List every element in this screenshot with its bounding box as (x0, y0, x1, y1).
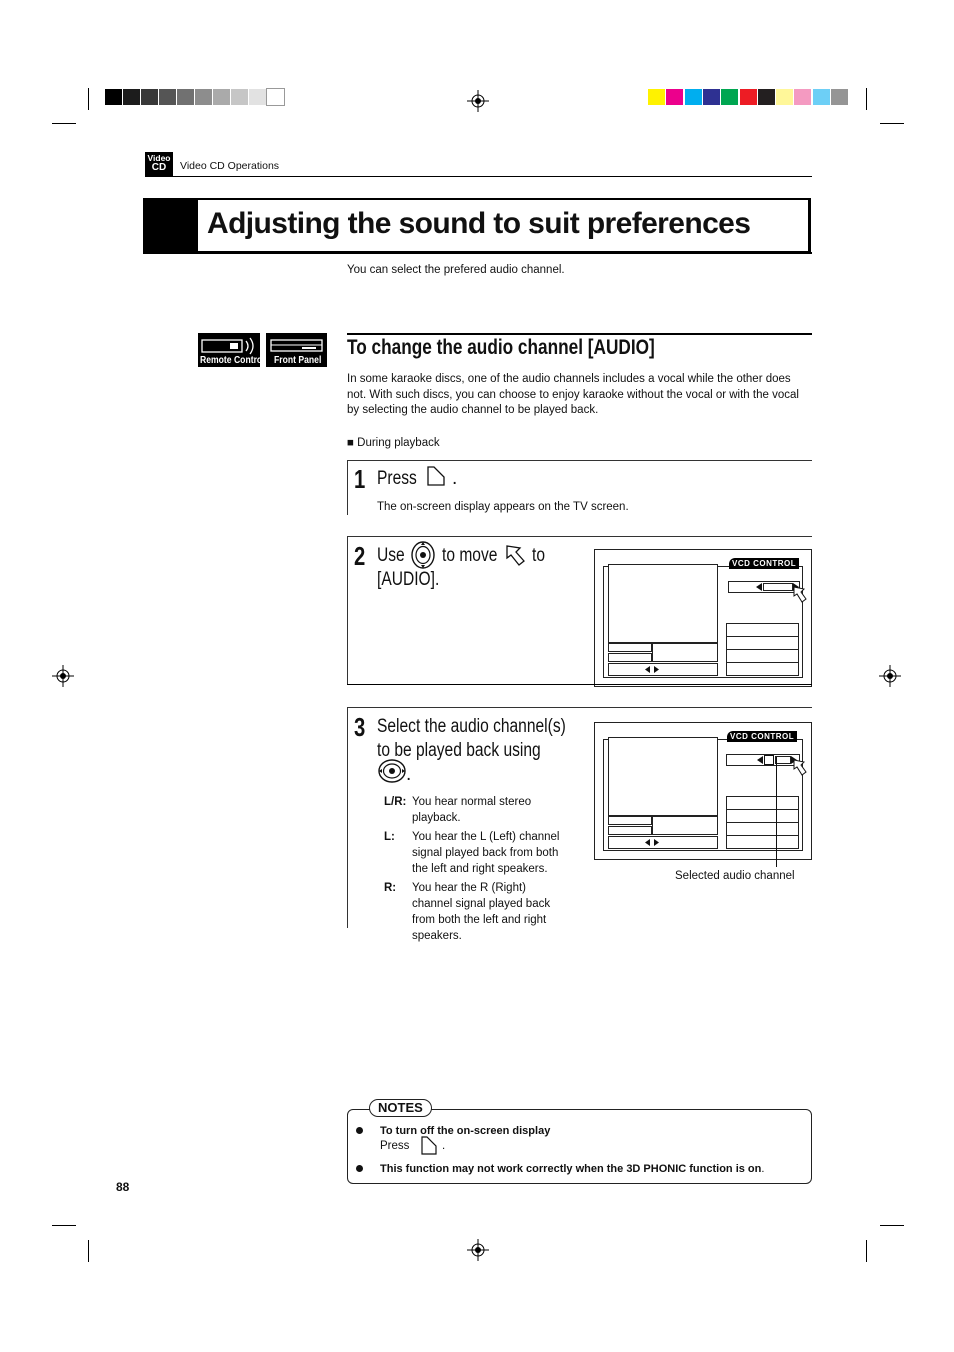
gray-swatch (213, 89, 230, 105)
gray-swatch (105, 89, 122, 105)
step3-line2: to be played back using (377, 740, 541, 761)
osd-screen-step2 (594, 549, 812, 687)
vcd-control-tag: VCD CONTROL (727, 731, 797, 742)
osd-audio-selector (726, 754, 800, 766)
step3-number: 3 (354, 712, 366, 742)
step2-audio-text: [AUDIO]. (377, 569, 440, 590)
registration-target-bottom-icon (467, 1239, 489, 1261)
note1-press: Press (380, 1140, 410, 1152)
note1-title: To turn off the on-screen display (380, 1125, 551, 1137)
note1-end: . (442, 1140, 446, 1152)
step2-number: 2 (354, 541, 366, 571)
osd-cursor-icon (793, 759, 809, 777)
channel-desc-l-2: signal played back from both (412, 847, 559, 859)
step3-period: . (406, 764, 412, 785)
header-rule (145, 176, 812, 177)
note2-end: . (761, 1163, 765, 1175)
channel-desc-r-4: speakers. (412, 930, 462, 942)
page-number: 88 (116, 1180, 130, 1194)
page-title: Adjusting the sound to suit preferences (207, 207, 751, 240)
step2-to-move-text: to move (442, 545, 498, 566)
color-swatch (758, 89, 775, 105)
color-swatch (648, 89, 665, 105)
channel-desc-l-1: You hear the L (Left) channel (412, 831, 560, 843)
callout-leader-line (776, 757, 777, 867)
channel-desc-r-2: channel signal played back (412, 898, 551, 910)
registration-target-top-icon (467, 90, 489, 112)
gray-swatch (141, 89, 158, 105)
osd-info-box (652, 643, 718, 662)
badge-line2: CD (151, 162, 167, 173)
osd-list-row (726, 623, 799, 637)
step2-left-rule (347, 536, 348, 684)
osd-audio-selector (728, 581, 800, 593)
osd-list-row (726, 796, 799, 810)
color-swatch (794, 89, 811, 105)
color-swatch (776, 89, 793, 105)
remote-control-label: Remote Control (200, 354, 265, 366)
channel-desc-lr-1: You hear normal stereo (412, 796, 532, 808)
notes-label: NOTES (369, 1099, 432, 1117)
registration-target-left-icon (52, 665, 74, 687)
color-swatch (685, 89, 702, 105)
channel-desc-lr-2: playback. (412, 812, 461, 824)
gray-swatch (267, 89, 284, 105)
osd-screen-step3 (594, 722, 812, 860)
osd-nav-box (608, 663, 718, 676)
gray-swatch (249, 89, 266, 105)
gray-swatch (195, 89, 212, 105)
arrow-cursor-icon (505, 544, 529, 568)
color-swatch (831, 89, 848, 105)
gray-swatch (177, 89, 194, 105)
osd-status-bar (608, 643, 652, 652)
title-block (143, 198, 198, 253)
note-bullet (356, 1165, 363, 1172)
selected-channel-mark (764, 755, 774, 765)
osd-cursor-icon (793, 586, 809, 604)
video-cd-badge (145, 152, 173, 177)
osd-info-box (652, 816, 718, 835)
channel-key-r: R: (384, 882, 397, 894)
note2-body: This function may not work correctly when the 3D PHONIC function is on (380, 1163, 762, 1175)
gray-swatch (123, 89, 140, 105)
channel-desc-r-1: You hear the R (Right) (412, 882, 527, 894)
step2-bottom-rule (347, 684, 812, 685)
step3-line1: Select the audio channel(s) (377, 716, 566, 737)
channel-key-lr: L/R: (384, 796, 407, 808)
intro-text: You can select the prefered audio channel. (347, 264, 565, 276)
osd-video-window (608, 564, 718, 643)
note-bullet (356, 1127, 363, 1134)
section-label: Video CD Operations (180, 160, 280, 172)
osd-list-row (726, 809, 799, 823)
osd-list-row (726, 835, 799, 849)
osd-status-bar (608, 826, 652, 835)
osd-list-row (726, 636, 799, 650)
cursor-dial-icon[interactable] (410, 540, 436, 570)
channel-desc-r-3: from both the left and right (412, 914, 547, 926)
badge-line1: Video (147, 153, 171, 163)
osd-status-bar (608, 653, 652, 662)
subsection-heading: To change the audio channel [AUDIO] (347, 336, 655, 359)
subsection-rule (347, 333, 812, 335)
osd-list-row (726, 822, 799, 836)
on-screen-button-icon[interactable] (420, 1136, 438, 1156)
note2-text (380, 1161, 764, 1177)
channel-key-l: L: (384, 831, 395, 843)
step1-period: . (452, 468, 458, 489)
remote-control-icon (198, 333, 265, 367)
color-swatch (740, 89, 757, 105)
step1-number: 1 (354, 464, 366, 494)
color-swatch (721, 89, 738, 105)
front-panel-icon (266, 333, 327, 367)
gray-swatch (159, 89, 176, 105)
step2-to-text: to (532, 545, 546, 566)
gray-swatch (231, 89, 248, 105)
color-swatch (703, 89, 720, 105)
osd-video-window (608, 737, 718, 816)
osd-list-row (726, 649, 799, 663)
subsection-body: In some karaoke discs, one of the audio channels includes a vocal while the other does not. With such discs, you can choose to enjoy karaoke without the vocal or with the vocal by selecting the audio channel to be played back. (347, 373, 799, 416)
step3-left-rule (347, 707, 348, 928)
osd-nav-box (608, 836, 718, 849)
cursor-dial-icon[interactable] (377, 758, 407, 784)
color-swatch (813, 89, 830, 105)
selected-channel-callout: Selected audio channel (675, 870, 795, 882)
title-underline (143, 252, 812, 254)
step1-left-rule (347, 460, 348, 515)
on-screen-button-icon[interactable] (425, 465, 447, 487)
osd-list-row (726, 662, 799, 676)
step1-top-rule (347, 460, 812, 461)
channel-desc-l-3: the left and right speakers. (412, 863, 548, 875)
osd-status-bar (608, 816, 652, 825)
step1-press-text: Press (377, 468, 417, 489)
registration-target-right-icon (879, 665, 901, 687)
vcd-control-tag: VCD CONTROL (729, 558, 799, 569)
step2-use-text: Use (377, 545, 405, 566)
color-swatch (666, 89, 683, 105)
condition-label: ■ During playback (347, 437, 440, 449)
step2-top-rule (347, 536, 812, 537)
front-panel-label: Front Panel (274, 354, 322, 366)
step3-top-rule (347, 707, 812, 708)
step1-note: The on-screen display appears on the TV screen. (377, 501, 629, 513)
